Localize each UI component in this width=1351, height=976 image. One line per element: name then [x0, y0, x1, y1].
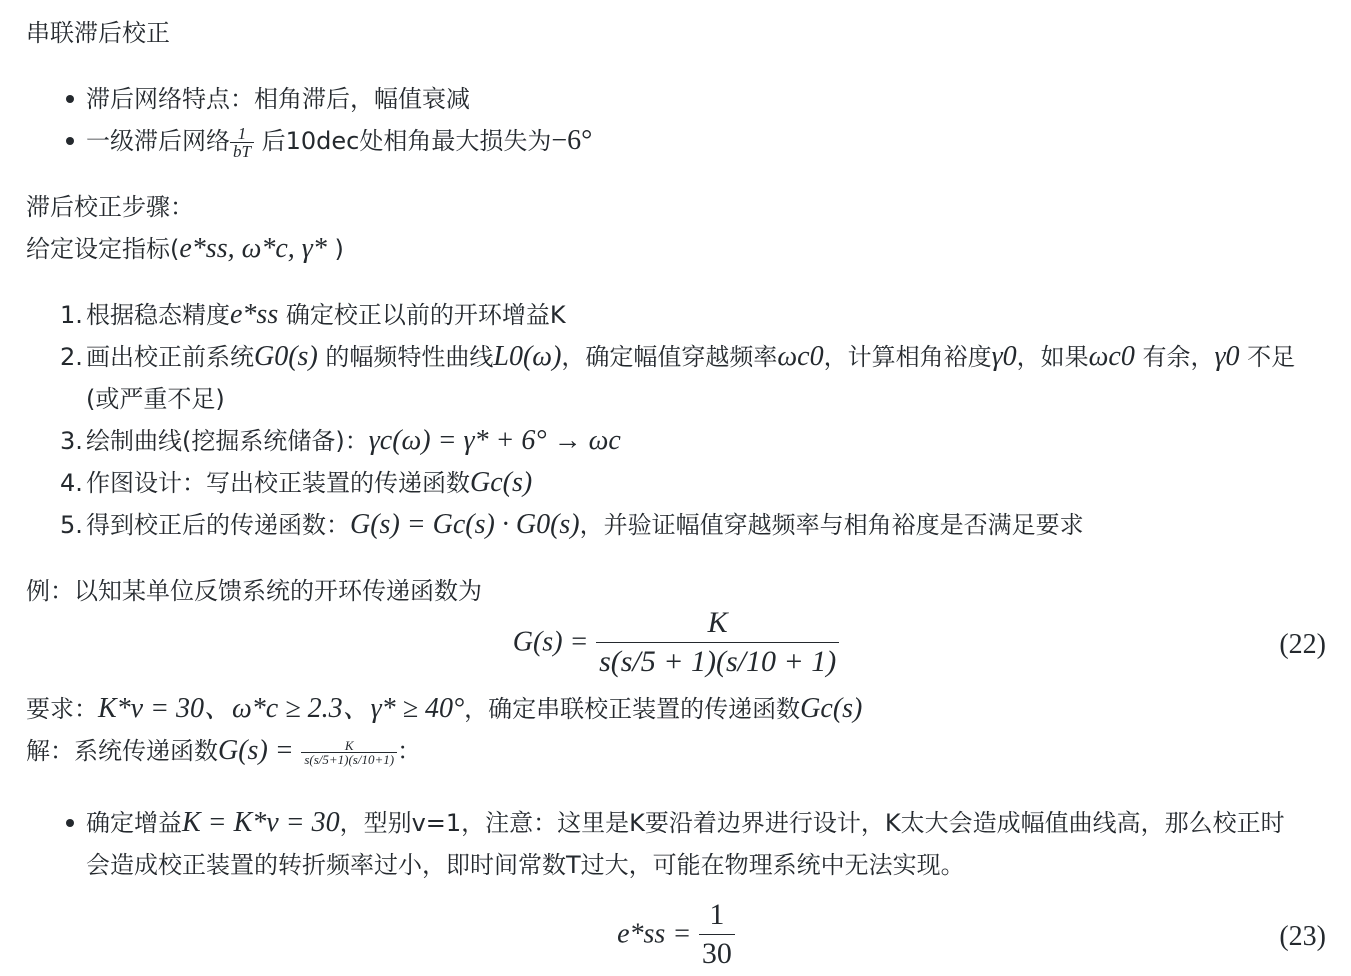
equation-23: e*ss = $\frac{1}{30}$ (23): [26, 896, 1326, 976]
steps-list: [60, 294, 1326, 546]
list-item-text: 一级滞后网络: [86, 127, 230, 155]
heading: 串联滞后校正: [26, 19, 170, 47]
document: [26, 12, 1326, 976]
bullet-list-lag-network: [64, 78, 1326, 162]
bullet-list-gain: [64, 802, 1326, 886]
max-loss-value: −6°: [551, 125, 593, 156]
list-item-text: 后10dec处相角最大损失为: [253, 127, 552, 155]
step-item: 5. 得到校正后的传递函数：G(s) = Gc(s) · G0(s)，并验证幅值穿越频率与相角裕度是否满足要求: [60, 509, 1084, 540]
spec-line: 给定设定指标(e*ss, ω*c, γ* ): [26, 233, 344, 264]
transfer-function-fraction: $\frac{K}{s(s/5 + 1)(s/10 + 1)}$: [596, 604, 839, 681]
example-intro: 例：以知某单位反馈系统的开环传递函数为: [26, 577, 482, 605]
spec-symbols: e*ss, ω*c, γ*: [179, 233, 327, 264]
step-item: 4. 作图设计：写出校正装置的传递函数Gc(s): [60, 467, 533, 498]
solution-fraction: $\frac{K}{s(s/5+1)(s/10+1)}$: [301, 739, 397, 766]
step-item: 2. 画出校正前系统G0(s) 的幅频特性曲线L0(ω)，确定幅值穿越频率ωc0，计算相角裕度γ0，如果ωc0 有余，γ0 不足 (或严重不足): [60, 341, 1296, 413]
steps-title: 滞后校正步骤：: [26, 193, 194, 221]
equation-number: (22): [1279, 629, 1326, 660]
equation-22: G(s) = $\frac{K}{s(s/5 + 1)(s/10 + 1)}$ (22): [26, 604, 1326, 688]
equation-number: (23): [1279, 921, 1326, 952]
list-item: 确定增益K = K*v = 30，型别v=1，注意：这里是K要沿着边界进行设计，K太大会造成幅值曲线高，那么校正时 会造成校正装置的转折频率过小，即时间常数T过大，可能在物理系统中无法实现。: [64, 802, 1326, 886]
step-item: 3. 绘制曲线(挖掘系统储备)：γc(ω) = γ* + 6° → ωc: [60, 425, 621, 456]
list-item-text: 滞后网络特点：相角滞后，幅值衰减: [86, 85, 470, 113]
solution-line: 解：系统传递函数G(s) = $\frac{K}{s(s/5+1)(s/10+1)}$ ：: [26, 735, 422, 767]
list-item: [64, 120, 1326, 162]
list-item: [64, 78, 1326, 120]
requirement-line: 要求：K*v = 30、ω*c ≥ 2.3、γ* ≥ 40°，确定串联校正装置的传递函数Gc(s): [26, 693, 863, 724]
step-item: 1. 根据稳态精度e*ss 确定校正以前的开环增益K: [60, 299, 566, 330]
error-fraction: $\frac{1}{30}$: [699, 896, 735, 973]
fraction-1-over-bT: $\frac{1}{bT}$: [230, 125, 254, 160]
